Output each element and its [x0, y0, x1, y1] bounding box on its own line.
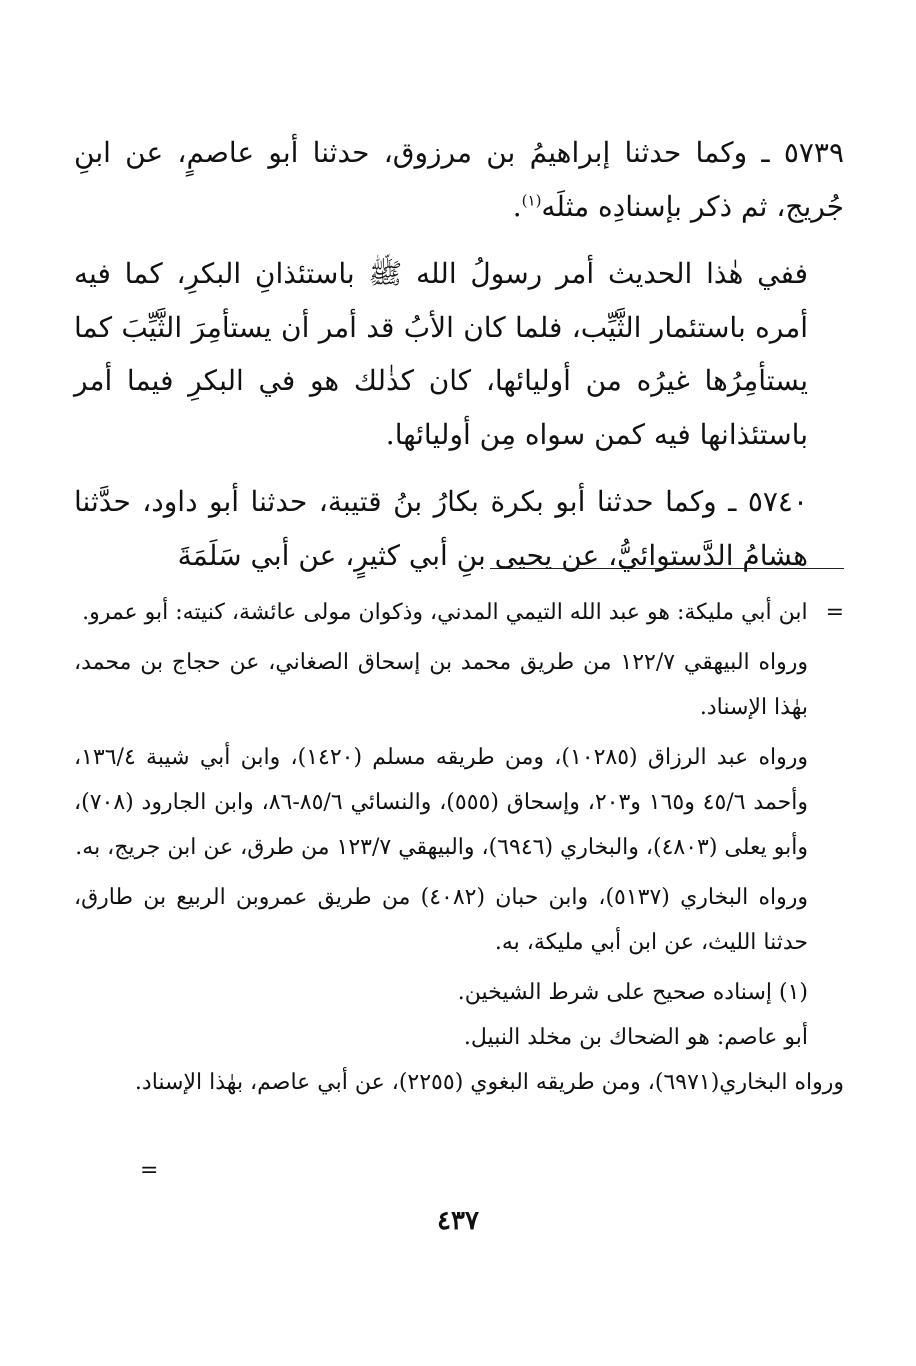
- footnotes-section: [74, 590, 844, 1110]
- footnote-abdurrazzaq: ورواه عبد الرزاق (١٠٢٨٥)، ومن طريقه مسلم (١٤٢٠)، وابن أبي شيبة ١٣٦/٤، وأحمد ٤٥/٦ و١٦٥ و٢٠٣، وإسحاق (٥٥٥)، والنسائي ٨٥/٦-٨٦، وابن الجارود (٧٠٨)، وأبو يعلى (٤٨٠٣)، والبخاري (٦٩٤٦)، والبيهقي ١٢٣/٧ من طرق، عن ابن جريج، به.: [74, 745, 808, 860]
- hadith-5739: [74, 126, 844, 233]
- footnote-separator: [490, 568, 844, 569]
- continuation-mark: =: [825, 600, 844, 625]
- continuation-mark-end: =: [140, 1158, 159, 1183]
- footnote-bukhari-5137: ورواه البخاري (٥١٣٧)، وابن حبان (٤٠٨٢) من طريق عمروبن الربيع بن طارق، حدثنا الليث، عن ابن أبي مليكة، به.: [74, 885, 808, 955]
- footnote-1: (١) إسناده صحيح على شرط الشيخين.: [457, 980, 808, 1005]
- footnote-continuation: [74, 590, 844, 635]
- footnote-reference[interactable]: (١): [521, 191, 542, 210]
- hadith-5739-end: .: [512, 189, 522, 223]
- main-text-body: [74, 126, 844, 596]
- footnote-abu-asim: أبو عاصم: هو الضحاك بن مخلد النبيل.: [463, 1025, 808, 1050]
- footnote-continuation-text: ابن أبي مليكة: هو عبد الله التيمي المدني، وذكوان مولى عائشة، كنيته: أبو عمرو.: [82, 600, 808, 625]
- commentary-paragraph: ففي هٰذا الحديث أمر رسولُ الله ﷺ باستئذانِ البكرِ، كما فيه أمره باستئمار الثَّيِّب، فلما كان الأبُ قد أمر أن يستأمِرَ الثَّيِّبَ كما يستأمِرُها غيرُه من أوليائها، كان كذٰلك هو في البكرِ فيما أمر باستئذانها فيه كمن سواه مِن أوليائها.: [74, 257, 808, 451]
- hadith-5739-text: ٥٧٣٩ ـ وكما حدثنا إبراهيمُ بن مرزوق، حدثنا أبو عاصمٍ، عن ابنِ جُريج، ثم ذكر بإسنادِه مثلَه: [74, 136, 844, 223]
- page-number: ٤٣٧: [437, 1206, 479, 1236]
- footnote-bayhaqi: ورواه البيهقي ١٢٢/٧ من طريق محمد بن إسحاق الصغاني، عن حجاج بن محمد، بهٰذا الإسناد.: [74, 650, 808, 720]
- footnote-bukhari-6971: ورواه البخاري(٦٩٧١)، ومن طريقه البغوي (٢٢٥٥)، عن أبي عاصم، بهٰذا الإسناد.: [134, 1070, 844, 1095]
- hadith-5740: ٥٧٤٠ ـ وكما حدثنا أبو بكرة بكارُ بنُ قتيبة، حدثنا أبو داود، حدَّثنا هشامُ الدَّستوائيُّ، عن يحيى بنِ أبي كثيرٍ، عن أبي سَلَمَةَ: [74, 485, 808, 572]
